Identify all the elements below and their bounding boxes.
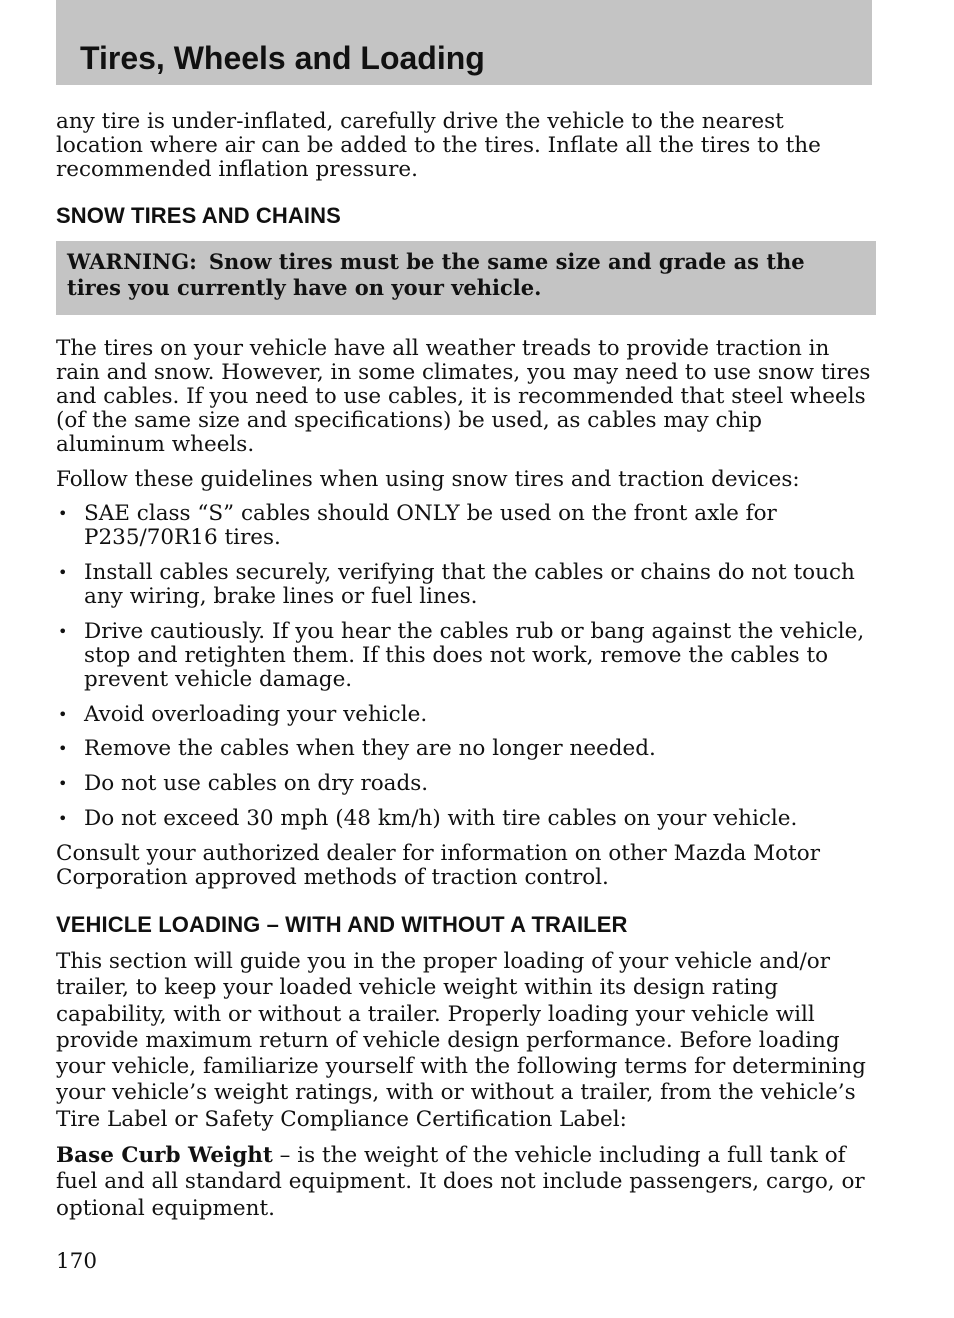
list-item <box>56 502 874 550</box>
vehicle-loading-heading: VEHICLE LOADING – WITH AND WITHOUT A TRAILER <box>56 911 628 937</box>
bullet-glyph: • <box>58 774 68 794</box>
list-item-text: Install cables securely, verifying that the cables or chains do not touch any wiring, brake lines or fuel lines. <box>84 559 855 609</box>
snow-paragraph-1: The tires on your vehicle have all weather treads to provide traction in rain and snow. However, in some climates, you may need to use snow tires and cables. If you need to use cables, it is recommended that steel wheels (of the same size and specifications) be used, as cables may chip aluminum wheels. <box>56 335 871 458</box>
list-item-text: Remove the cables when they are no longer needed. <box>84 736 656 762</box>
list-item-text: Do not use cables on dry roads. <box>84 771 429 797</box>
definition-term: Base Curb Weight <box>56 1143 273 1169</box>
warning-label: WARNING: <box>67 248 197 274</box>
snow-tires-heading: SNOW TIRES AND CHAINS <box>56 202 341 228</box>
warning-text: Snow tires must be the same size and grade as the tires you currently have on your vehicle. <box>67 248 805 300</box>
list-item-text: SAE class “S” cables should ONLY be used on the front axle for P235/70R16 tires. <box>84 500 777 551</box>
page-content <box>56 110 874 1232</box>
intro-paragraph: any tire is under-inflated, carefully drive the vehicle to the nearest location where air can be added to the tires. Inflate all the tires to the recommended inflation pressure. <box>56 109 821 183</box>
list-item <box>56 807 874 831</box>
list-item <box>56 620 874 693</box>
list-item <box>56 772 874 796</box>
snow-paragraph-3: Consult your authorized dealer for information on other Mazda Motor Corporation approved methods of traction control. <box>56 840 820 890</box>
list-item <box>56 561 874 609</box>
bullet-glyph: • <box>58 621 68 641</box>
definition-text: – is the weight of the vehicle including a full tank of fuel and all standard equipment. It does not include passengers, cargo, or optional equipment. <box>56 1143 865 1221</box>
warning-box <box>56 241 876 315</box>
header-bar <box>56 0 872 85</box>
list-item-text: Drive cautiously. If you hear the cables rub or bang against the vehicle, stop and retighten them. If this does not work, remove the cables to prevent vehicle damage. <box>84 618 865 693</box>
loading-paragraph-1: This section will guide you in the proper loading of your vehicle and/or trailer, to keep your loaded vehicle weight within its design rating capability, with or without a trailer. Properly loading your vehicle will provide maximum return of vehicle design performance. Before loading your vehicle, familiarize yourself with the following terms for determining your vehicle’s weight ratings, with or without a trailer, from the vehicle’s Tire Label or Safety Compliance Certification Label: <box>56 948 866 1132</box>
list-item-text: Do not exceed 30 mph (48 km/h) with tire cables on your vehicle. <box>84 805 798 831</box>
snow-guidelines-list <box>56 502 874 831</box>
list-item-text: Avoid overloading your vehicle. <box>84 701 428 727</box>
list-item <box>56 737 874 761</box>
bullet-glyph: • <box>58 739 68 759</box>
bullet-glyph: • <box>58 562 68 582</box>
page-title: Tires, Wheels and Loading <box>80 40 485 76</box>
page-number: 170 <box>56 1249 98 1274</box>
list-item <box>56 703 874 727</box>
bullet-glyph: • <box>58 808 68 828</box>
snow-paragraph-2: Follow these guidelines when using snow tires and traction devices: <box>56 466 800 492</box>
base-curb-weight-definition <box>56 1143 874 1222</box>
bullet-glyph: • <box>58 704 68 724</box>
bullet-glyph: • <box>58 503 68 523</box>
